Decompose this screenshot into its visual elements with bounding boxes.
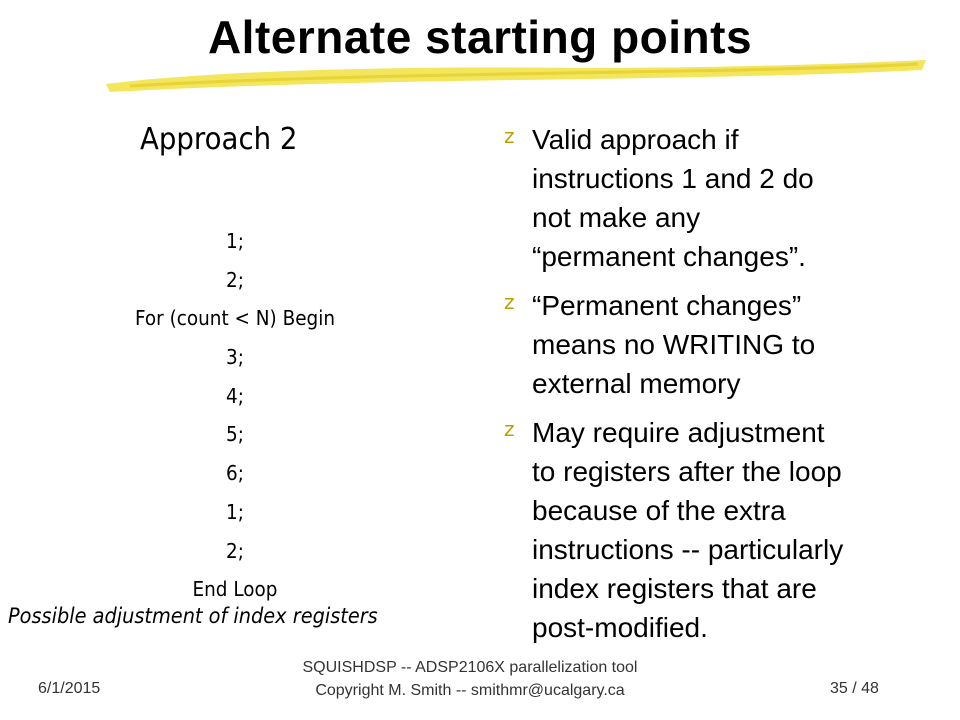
code-line: 1; — [226, 229, 244, 253]
z-bullet-icon: z — [504, 417, 515, 441]
slide-title: Alternate starting points — [207, 11, 753, 63]
z-bullet-icon: z — [504, 290, 515, 314]
bullet-list — [496, 120, 946, 657]
footer-date: 6/1/2015 — [38, 680, 101, 697]
approach-heading: Approach 2 — [140, 122, 298, 157]
footer-info — [240, 656, 700, 702]
code-line: 5; — [226, 422, 244, 447]
bullet-item — [496, 413, 946, 647]
z-bullet-icon: z — [504, 124, 515, 148]
footer-line-title: SQUISHDSP -- ADSP2106X parallelization tool — [302, 659, 638, 676]
footer-line-copyright: Copyright M. Smith -- smithmr@ucalgary.ca — [315, 682, 625, 699]
code-line: 2; — [226, 267, 244, 292]
code-line: 4; — [226, 383, 244, 408]
yellow-brush-underline — [100, 56, 930, 96]
code-line: 2; — [226, 538, 244, 563]
adjustment-note: Possible adjustment of index registers — [8, 604, 378, 628]
code-line: 3; — [226, 345, 244, 370]
code-line: 1; — [226, 499, 244, 524]
code-line: 6; — [226, 461, 244, 486]
footer-page-number: 35 / 48 — [830, 680, 879, 697]
bullet-text: Valid approach if instructions 1 and 2 do not make any “permanent changes”. — [532, 124, 814, 272]
bullet-text: “Permanent changes” means no WRITING to external memory — [532, 290, 816, 399]
bullet-item — [496, 120, 946, 276]
code-listing — [0, 222, 470, 609]
code-line: For (count < N) Begin — [134, 306, 335, 331]
code-line: End Loop — [192, 577, 278, 602]
bullet-text: May require adjustment to registers after the loop because of the extra instructions -- particularly index registers that are post-modified. — [532, 417, 844, 643]
bullet-item — [496, 286, 946, 403]
